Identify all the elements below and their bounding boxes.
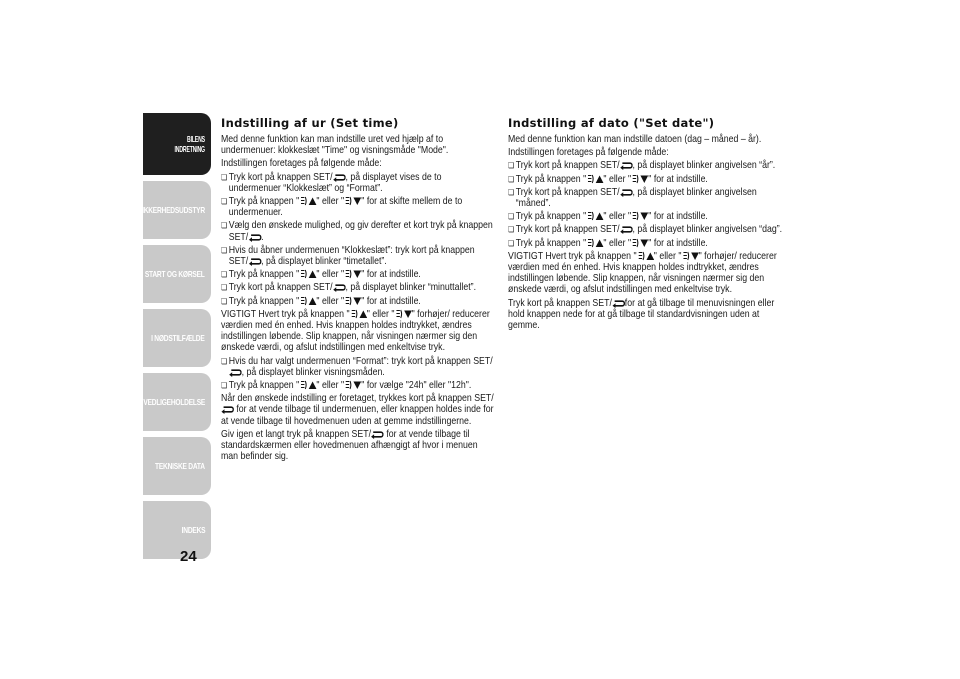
intro-text: Indstillingen foretages på følgende måde: [221,158,382,170]
section-heading: Indstilling af dato ("Set date") [508,116,715,130]
tab-vedligeholdelse[interactable] [143,373,211,431]
intro-text: Indstillingen foretages på følgende måde: [508,147,669,159]
tab-tekniske-data[interactable] [143,437,211,495]
note-text: VIGTIGT Hvert tryk på knappen " " eller " " forhøjer/ reducerer værdien med én enhed. Hvis knappen holdes indtrykket, ændres indstillingen løbende. Slip knappen, når visningen nærmer sig den ønskede værdi, og afslut indstillingen med enkeltvise tryk. [221,308,490,354]
set-date-section [508,116,786,333]
section-body [221,134,496,462]
up-button-icon [637,251,654,262]
tab-label: VEDLIGEHOLDELSE [143,397,205,407]
up-button-icon [299,380,316,391]
page-number: 24 [180,548,197,565]
intro-text: Med denne funktion kan man indstille uret ved hjælp af to undermenuer: klokkeslæt "Time" og visningsmåde "Mode". [221,134,449,157]
section-heading: Indstilling af ur (Set time) [221,116,399,130]
return-arrow-icon [229,367,242,378]
up-button-icon [299,196,316,207]
return-arrow-icon [248,232,261,243]
body-text: Når den ønskede indstilling er foretaget, trykkes kort på knappen SET/ for at vende tilbage til undermenuen, eller knappen holdes inde for at vende tilbage til hovedmenuen uden at gemme indstillingerne. [221,393,494,427]
return-arrow-icon [620,160,633,171]
step-item: ❏ Tryk på knappen " " eller " " for at indstille. [221,269,496,280]
step-item: ❏ Tryk på knappen " " eller " " for at indstille. [508,211,786,222]
up-button-icon [586,174,603,185]
step-item: ❏ Tryk kort på knappen SET/ , på displayet vises de to undermenuer “Klokkeslæt” og “Format”. [221,172,496,194]
down-button-icon [631,174,648,185]
tab-label: I NØDSTILFÆLDE [151,333,205,343]
return-arrow-icon [371,429,384,440]
tab-label: INDEKS [181,525,205,535]
tab-label: TEKNISKE DATA [155,461,205,471]
down-button-icon [344,269,361,280]
intro-text: Med denne funktion kan man indstille datoen (dag – måned – år). [508,134,762,145]
tab-indeks[interactable] [143,501,211,559]
set-time-section [221,116,496,464]
tab-label-line1: BILENS [187,134,205,144]
step-item: ❏ Hvis du åbner undermenuen “Klokkeslæt”: tryk kort på knappen SET/ , på displayet blinker “timetallet”. [221,245,496,267]
return-arrow-icon [248,256,261,267]
down-button-icon [631,238,648,249]
body-text: Giv igen et langt tryk på knappen SET/ for at vende tilbage til standardskærmen eller hovedmenuen afhængigt af hvor i menuen man befinder sig. [221,428,478,463]
up-button-icon [586,211,603,222]
tab-bilens-indretning[interactable] [143,113,211,175]
down-button-icon [681,251,698,262]
step-item: ❏ Vælg den ønskede mulighed, og giv derefter et kort tryk på knappen SET/ . [221,220,496,242]
section-body [508,134,786,331]
tab-label: START OG KØRSEL [145,269,205,279]
return-arrow-icon [612,298,625,309]
chapter-sidebar [138,113,211,565]
step-item: ❏ Tryk på knappen " " eller " " for at indstille. [508,174,786,185]
tab-i-nodstilfaelde[interactable] [143,309,211,367]
down-button-icon [631,211,648,222]
step-item: ❏ Tryk kort på knappen SET/ , på displayet blinker angivelsen “måned”. [508,187,786,209]
return-arrow-icon [333,282,346,293]
return-arrow-icon [620,224,633,235]
step-item: ❏ Hvis du har valgt undermenuen “Format”: tryk kort på knappen SET/, på displayet blinker visningsmåden. [221,356,496,378]
step-item: ❏ Tryk på knappen " " eller " " for at indstille. [221,296,496,307]
down-button-icon [344,380,361,391]
step-item: ❏ Tryk kort på knappen SET/ , på displayet blinker angivelsen “dag”. [508,224,786,235]
step-item: ❏ Tryk på knappen " " eller " " for at indstille. [508,238,786,249]
down-button-icon [394,309,411,320]
step-item: ❏ Tryk kort på knappen SET/ , på displayet blinker angivelsen “år”. [508,160,786,171]
tab-start-og-korsel[interactable] [143,245,211,303]
step-item: ❏ Tryk kort på knappen SET/ , på displayet blinker “minuttallet”. [221,282,496,293]
up-button-icon [299,296,316,307]
tab-label-line2: INDRETNING [174,144,205,154]
tab-label: SIKKERHEDSUDSTYR [138,205,205,215]
tab-sikkerhedsudstyr[interactable] [138,181,211,239]
note-text: VIGTIGT Hvert tryk på knappen " " eller " " forhøjer/ reducerer værdien med én enhed. Hvis knappen holdes indtrykket, ændres indstillingen løbende. Slip knappen, når visningen nærmer sig den ønskede værdi, og afslut indstillingen med enkeltvise tryk. [508,250,777,296]
up-button-icon [586,238,603,249]
return-arrow-icon [333,172,346,183]
up-button-icon [299,269,316,280]
down-button-icon [344,196,361,207]
return-arrow-icon [221,404,234,415]
step-item: ❏ Tryk på knappen " " eller " " for at skifte mellem de to undermenuer. [221,196,496,218]
body-text: Tryk kort på knappen SET/ for at gå tilbage til menuvisningen eller hold knappen nede for at gå tilbage til standardvisningen uden at gemme. [508,297,775,332]
down-button-icon [344,296,361,307]
return-arrow-icon [620,187,633,198]
up-button-icon [350,309,367,320]
step-item: ❏ Tryk på knappen " " eller " " for vælge "24h" eller "12h". [221,380,496,391]
